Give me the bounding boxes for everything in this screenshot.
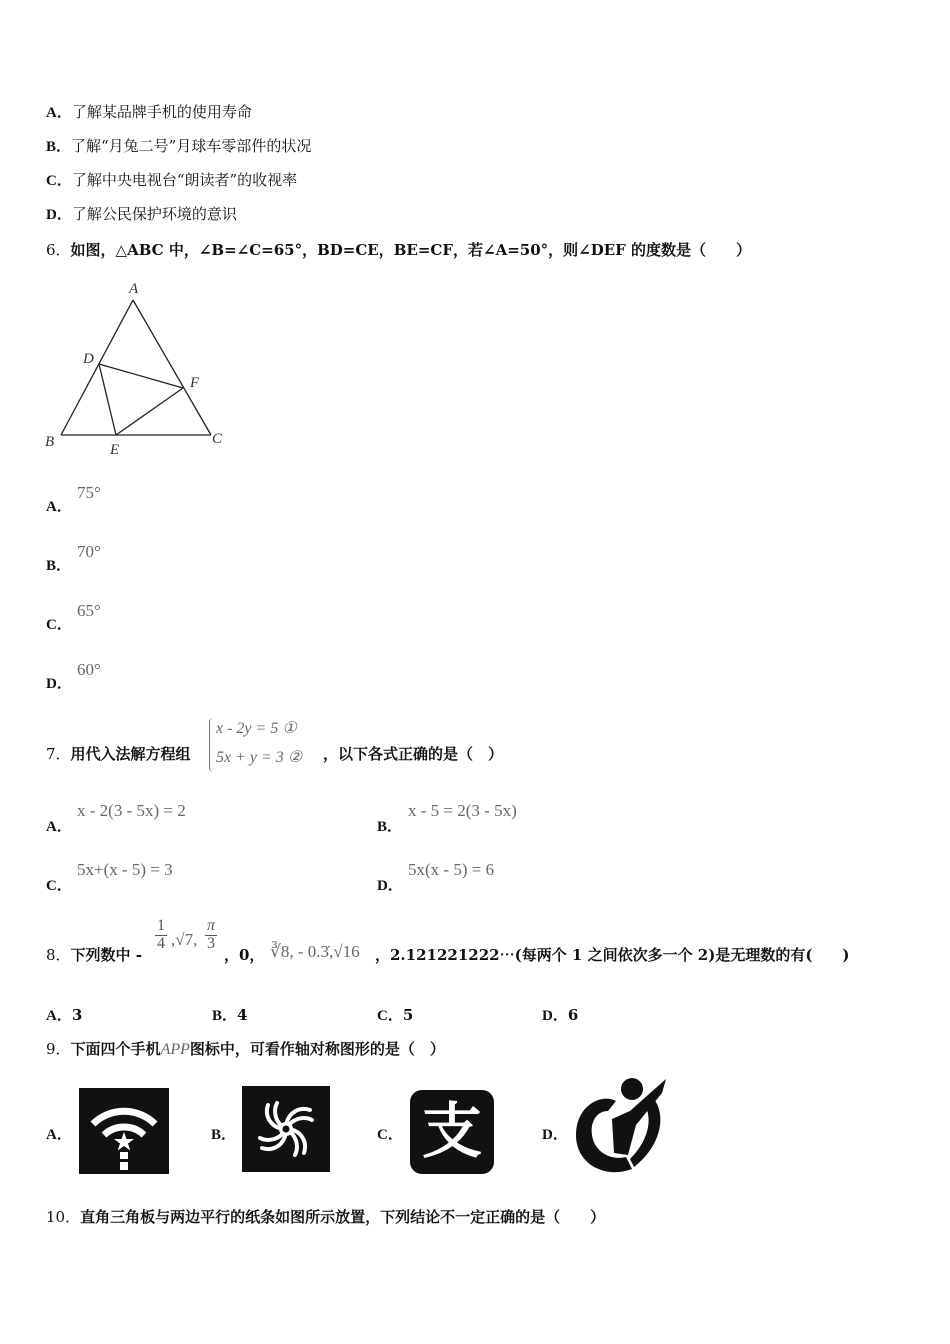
q7-option-a-expr: x - 2(3 - 5x) = 2 <box>77 801 186 820</box>
q7-option-b-expr: x - 5 = 2(3 - 5x) <box>408 801 517 820</box>
q9-option-c: C． <box>377 1127 403 1143</box>
label-b: B <box>45 434 55 450</box>
label-d: D <box>83 351 94 367</box>
label-a: A <box>129 281 139 297</box>
segment-de <box>99 364 116 435</box>
q7-option-c-expr: 5x+(x - 5) = 3 <box>77 860 173 879</box>
q8-option-c: C．5 <box>377 1006 414 1024</box>
q7-option-c: C． <box>46 878 72 894</box>
q7-option-d-expr: 5x(x - 5) = 6 <box>408 860 495 879</box>
q6-option-c-value: 65° <box>77 601 101 620</box>
segment-ef <box>116 388 183 435</box>
q6-option-d: D． <box>46 676 72 692</box>
alipay-icon: 支 <box>410 1090 494 1174</box>
q7-stem-before: 7．用代入法解方程组 <box>46 745 191 763</box>
label-f: F <box>190 375 200 391</box>
q6-option-a-value: 75° <box>77 483 101 502</box>
q7-equation-2: 5x + y = 3 ② <box>216 749 303 766</box>
label-e: E <box>110 442 120 458</box>
q7-option-a: A． <box>46 819 72 835</box>
q7-option-b: B． <box>377 819 403 835</box>
q9-stem: 9．下面四个手机APP图标中，可看作轴对称图形的是（ ） <box>46 1040 445 1058</box>
q5-option-a: A．了解某品牌手机的使用寿命 <box>46 103 252 121</box>
q7-stem-after: ，以下各式正确的是（ ） <box>323 745 504 763</box>
q8-sqrt7: ,√7, <box>171 930 198 949</box>
q8-fraction-pi-third: $\frac{\pi}{3}$ <box>207 917 216 952</box>
q7-brace <box>209 718 213 772</box>
label-c: C <box>212 431 223 447</box>
q8-option-a: A．3 <box>46 1006 83 1024</box>
q5-option-d: D．了解公民保护环境的意识 <box>46 205 237 223</box>
q5-option-c: C．了解中央电视台“朗读者”的收视率 <box>46 171 298 189</box>
q6-option-a: A． <box>46 499 72 515</box>
swirl-icon <box>242 1086 330 1172</box>
q8-stem-before: 8．下列数中 - <box>46 946 142 964</box>
wifi-star-icon <box>79 1088 169 1174</box>
q9-option-d: D． <box>542 1127 568 1143</box>
q6-option-c: C． <box>46 617 72 633</box>
q8-option-b: B．4 <box>212 1006 248 1024</box>
q7-equation-1: x - 2y = 5 ① <box>216 720 297 737</box>
running-figure-icon <box>572 1075 670 1175</box>
q8-zero: ，0， <box>224 946 265 964</box>
segment-df <box>99 364 183 388</box>
q8-fraction-one-quarter: $\frac{1}{4}$ <box>157 917 165 952</box>
side-ab <box>61 300 133 435</box>
q9-option-a: A． <box>46 1127 72 1143</box>
q6-option-d-value: 60° <box>77 660 101 679</box>
q7-option-d: D． <box>377 878 403 894</box>
q8-option-d: D．6 <box>542 1006 579 1024</box>
q8-stem-after: ，2.121221222⋯(每两个 1 之间依次多一个 2)是无理数的有( ) <box>375 946 850 964</box>
q9-option-b: B． <box>211 1127 237 1143</box>
q6-option-b-value: 70° <box>77 542 101 561</box>
q10-stem: 10．直角三角板与两边平行的纸条如图所示放置，下列结论不一定正确的是（ ） <box>46 1208 606 1226</box>
q6-stem: 6．如图，△ABC 中，∠B=∠C=65°，BD=CE，BE=CF，若∠A=50°，则∠DEF 的度数是（ ） <box>46 241 752 259</box>
q6-triangle-figure <box>40 278 240 460</box>
q5-option-b: B．了解“月兔二号”月球车零部件的状况 <box>46 137 312 155</box>
q8-numbers: ∛8, - 0.3̇,√16 <box>270 942 360 961</box>
q6-option-b: B． <box>46 558 72 574</box>
